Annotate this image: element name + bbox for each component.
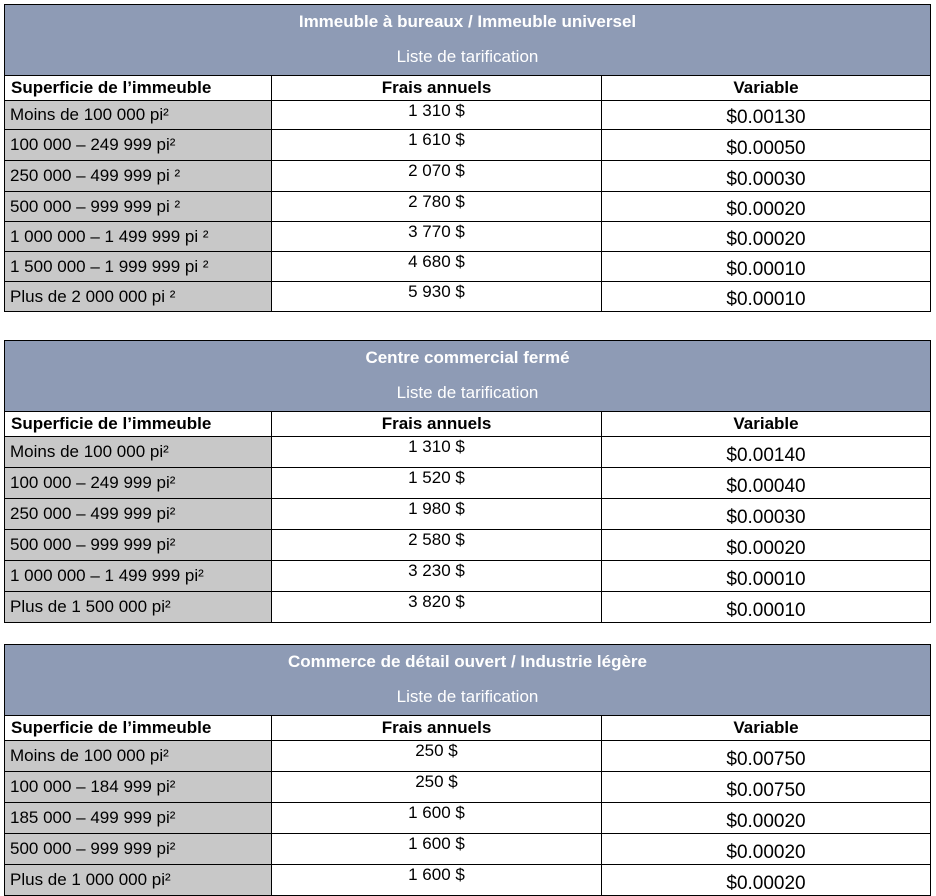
table-row	[5, 222, 931, 252]
table-subtitle: Liste de tarification	[5, 39, 931, 76]
table-title: Immeuble à bureaux / Immeuble universel	[5, 5, 931, 40]
annual-fee-cell: 250 $	[272, 741, 602, 772]
building-area-cell: 100 000 – 249 999 pi²	[5, 468, 272, 499]
table-row	[5, 192, 931, 222]
building-area-cell: 500 000 – 999 999 pi²	[5, 834, 272, 865]
building-area-cell: Plus de 2 000 000 pi ²	[5, 282, 272, 312]
building-area-cell: Moins de 100 000 pi²	[5, 741, 272, 772]
building-area-cell: 500 000 – 999 999 pi²	[5, 530, 272, 561]
column-header-annual-fee: Frais annuels	[272, 76, 602, 101]
column-header-variable: Variable	[602, 412, 931, 437]
annual-fee-cell: 1 610 $	[272, 130, 602, 161]
table-row	[5, 468, 931, 499]
table-title: Centre commercial fermé	[5, 341, 931, 376]
annual-fee-cell: 1 310 $	[272, 101, 602, 130]
table-row	[5, 130, 931, 161]
variable-rate-cell: $0.00020	[602, 222, 931, 252]
annual-fee-cell: 1 980 $	[272, 499, 602, 530]
variable-rate-cell: $0.00020	[602, 865, 931, 896]
variable-rate-cell: $0.00010	[602, 282, 931, 312]
tariff-table	[4, 644, 931, 896]
variable-rate-cell: $0.00010	[602, 252, 931, 282]
table-row	[5, 865, 931, 896]
variable-rate-cell: $0.00040	[602, 468, 931, 499]
table-row	[5, 772, 931, 803]
variable-rate-cell: $0.00010	[602, 592, 931, 623]
annual-fee-cell: 1 600 $	[272, 865, 602, 896]
building-area-cell: 250 000 – 499 999 pi ²	[5, 161, 272, 192]
building-area-cell: Plus de 1 000 000 pi²	[5, 865, 272, 896]
table-row	[5, 741, 931, 772]
variable-rate-cell: $0.00030	[602, 161, 931, 192]
annual-fee-cell: 1 600 $	[272, 803, 602, 834]
variable-rate-cell: $0.00030	[602, 499, 931, 530]
table-subtitle: Liste de tarification	[5, 679, 931, 716]
annual-fee-cell: 3 770 $	[272, 222, 602, 252]
building-area-cell: Moins de 100 000 pi²	[5, 101, 272, 130]
table-row	[5, 282, 931, 312]
column-header-annual-fee: Frais annuels	[272, 412, 602, 437]
column-header-variable: Variable	[602, 716, 931, 741]
annual-fee-cell: 5 930 $	[272, 282, 602, 312]
variable-rate-cell: $0.00020	[602, 530, 931, 561]
building-area-cell: Moins de 100 000 pi²	[5, 437, 272, 468]
annual-fee-cell: 4 680 $	[272, 252, 602, 282]
table-row	[5, 834, 931, 865]
table-title: Commerce de détail ouvert / Industrie légère	[5, 645, 931, 680]
annual-fee-cell: 2 580 $	[272, 530, 602, 561]
variable-rate-cell: $0.00020	[602, 192, 931, 222]
annual-fee-cell: 2 070 $	[272, 161, 602, 192]
annual-fee-cell: 250 $	[272, 772, 602, 803]
building-area-cell: 500 000 – 999 999 pi ²	[5, 192, 272, 222]
column-header-annual-fee: Frais annuels	[272, 716, 602, 741]
table-subtitle: Liste de tarification	[5, 375, 931, 412]
variable-rate-cell: $0.00750	[602, 772, 931, 803]
table-row	[5, 101, 931, 130]
column-header-variable: Variable	[602, 76, 931, 101]
table-row	[5, 499, 931, 530]
variable-rate-cell: $0.00130	[602, 101, 931, 130]
column-header-area: Superficie de l’immeuble	[5, 76, 272, 101]
annual-fee-cell: 3 230 $	[272, 561, 602, 592]
tariff-table	[4, 4, 931, 312]
annual-fee-cell: 1 520 $	[272, 468, 602, 499]
annual-fee-cell: 1 600 $	[272, 834, 602, 865]
table-row	[5, 252, 931, 282]
tariff-table	[4, 340, 931, 623]
building-area-cell: 250 000 – 499 999 pi²	[5, 499, 272, 530]
building-area-cell: 1 500 000 – 1 999 999 pi ²	[5, 252, 272, 282]
table-row	[5, 437, 931, 468]
variable-rate-cell: $0.00020	[602, 834, 931, 865]
table-row	[5, 530, 931, 561]
variable-rate-cell: $0.00140	[602, 437, 931, 468]
variable-rate-cell: $0.00010	[602, 561, 931, 592]
annual-fee-cell: 2 780 $	[272, 192, 602, 222]
building-area-cell: Plus de 1 500 000 pi²	[5, 592, 272, 623]
building-area-cell: 1 000 000 – 1 499 999 pi²	[5, 561, 272, 592]
table-row	[5, 561, 931, 592]
building-area-cell: 1 000 000 – 1 499 999 pi ²	[5, 222, 272, 252]
column-header-area: Superficie de l’immeuble	[5, 716, 272, 741]
table-row	[5, 803, 931, 834]
building-area-cell: 185 000 – 499 999 pi²	[5, 803, 272, 834]
column-header-area: Superficie de l’immeuble	[5, 412, 272, 437]
building-area-cell: 100 000 – 184 999 pi²	[5, 772, 272, 803]
table-row	[5, 592, 931, 623]
building-area-cell: 100 000 – 249 999 pi²	[5, 130, 272, 161]
variable-rate-cell: $0.00050	[602, 130, 931, 161]
annual-fee-cell: 3 820 $	[272, 592, 602, 623]
table-row	[5, 161, 931, 192]
annual-fee-cell: 1 310 $	[272, 437, 602, 468]
variable-rate-cell: $0.00750	[602, 741, 931, 772]
variable-rate-cell: $0.00020	[602, 803, 931, 834]
